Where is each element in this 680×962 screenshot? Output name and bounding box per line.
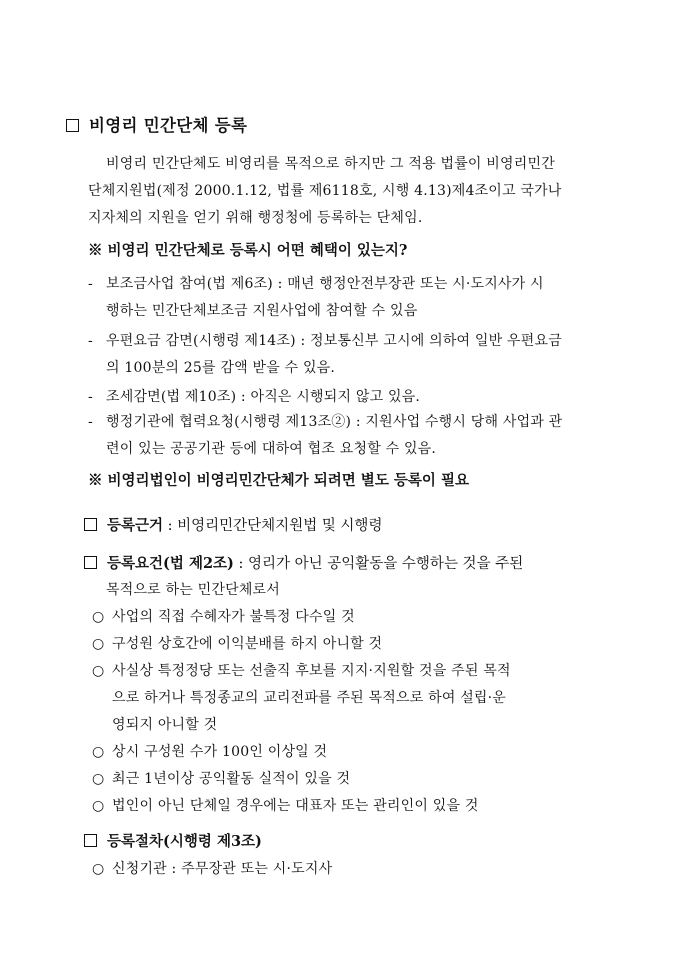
section-requirements (84, 556, 523, 572)
dash-bullet: - (88, 276, 93, 292)
requirement-continuation: 영되지 아니할 것 (112, 717, 218, 733)
title-text: 비영리 민간단체 등록 (89, 116, 248, 135)
checkbox-square-icon (66, 119, 79, 132)
benefit-text: 행정기관에 협력요청(시행령 제13조②) : 지원사업 수행시 당해 사업과 관 (106, 414, 563, 430)
benefit-text: 우편요금 감면(시행령 제14조) : 정보통신부 고시에 의하여 일반 우편요금 (106, 333, 562, 349)
benefit-text: 조세감면(법 제10조) : 아직은 시행되지 않고 있음. (106, 389, 421, 405)
checkbox-square-icon (84, 518, 97, 531)
section-basis (84, 518, 382, 534)
section-text-continuation: 목적으로 하는 민간단체로서 (106, 582, 280, 598)
benefit-continuation: 의 100분의 25를 감액 받을 수 있음. (106, 360, 336, 376)
circle-bullet: ○ (92, 636, 105, 652)
dash-bullet: - (88, 389, 93, 405)
section-label: 등록절차(시행령 제3조) (107, 833, 262, 850)
requirement-text: 사업의 직접 수혜자가 불특정 다수일 것 (112, 609, 355, 625)
requirement-text: 구성원 상호간에 이익분배를 하지 아니할 것 (112, 636, 383, 652)
section-procedure (84, 834, 262, 850)
section-label: 등록근거 (107, 517, 164, 534)
benefit-continuation: 련이 있는 공공기관 등에 대하여 협조 요청할 수 있음. (106, 441, 437, 457)
intro-line: 비영리 민간단체도 비영리를 목적으로 하지만 그 적용 법률이 비영리민간 (106, 156, 555, 172)
note-heading: ※ 비영리법인이 비영리민간단체가 되려면 별도 등록이 필요 (88, 472, 469, 489)
note-heading: ※ 비영리 민간단체로 등록시 어떤 혜택이 있는지? (88, 242, 408, 259)
dash-bullet: - (88, 333, 93, 349)
benefit-text: 보조금사업 참여(법 제6조) : 매년 행정안전부장관 또는 시·도지사가 시 (106, 276, 544, 292)
section-text: : 영리가 아닌 공익활동을 수행하는 것을 주된 (233, 556, 524, 572)
procedure-item (92, 862, 332, 876)
checkbox-square-icon (84, 834, 97, 847)
circle-bullet: ○ (92, 744, 105, 760)
circle-bullet: ○ (92, 663, 105, 679)
requirement-item (92, 637, 382, 651)
requirement-text: 법인이 아닌 단체일 경우에는 대표자 또는 관리인이 있을 것 (112, 798, 479, 814)
requirement-text: 상시 구성원 수가 100인 이상일 것 (112, 744, 328, 760)
benefit-item (88, 277, 544, 291)
requirement-item (92, 772, 350, 786)
circle-bullet: ○ (92, 771, 105, 787)
benefit-item (88, 334, 562, 348)
section-label: 등록요건(법 제2조) (107, 555, 234, 572)
page-title (66, 118, 247, 135)
requirement-item (92, 799, 479, 813)
section-text: : 비영리민간단체지원법 및 시행령 (163, 518, 383, 534)
benefit-continuation: 행하는 민간단체보조금 지원사업에 참여할 수 있음 (106, 303, 418, 319)
dash-bullet: - (88, 414, 93, 430)
requirement-text: 사실상 특정정당 또는 선출직 후보를 지지·지원할 것을 주된 목적 (112, 663, 511, 679)
circle-bullet: ○ (92, 798, 105, 814)
requirement-item (92, 610, 355, 624)
benefit-item (88, 415, 562, 429)
procedure-text: 신청기관 : 주무장관 또는 시·도지사 (112, 861, 333, 877)
requirement-item (92, 664, 511, 678)
intro-line: 지자체의 지원을 얻기 위해 행정청에 등록하는 단체임. (88, 210, 423, 226)
circle-bullet: ○ (92, 609, 105, 625)
circle-bullet: ○ (92, 861, 105, 877)
requirement-item (92, 745, 327, 759)
requirement-text: 최근 1년이상 공익활동 실적이 있을 것 (112, 771, 351, 787)
intro-line: 단체지원법(제정 2000.1.12, 법률 제6118호, 시행 4.13)제4조이고 국가나 (88, 183, 562, 199)
checkbox-square-icon (84, 556, 97, 569)
benefit-item (88, 390, 420, 404)
requirement-continuation: 으로 하거나 특정종교의 교리전파를 주된 목적으로 하여 설립·운 (112, 690, 507, 706)
